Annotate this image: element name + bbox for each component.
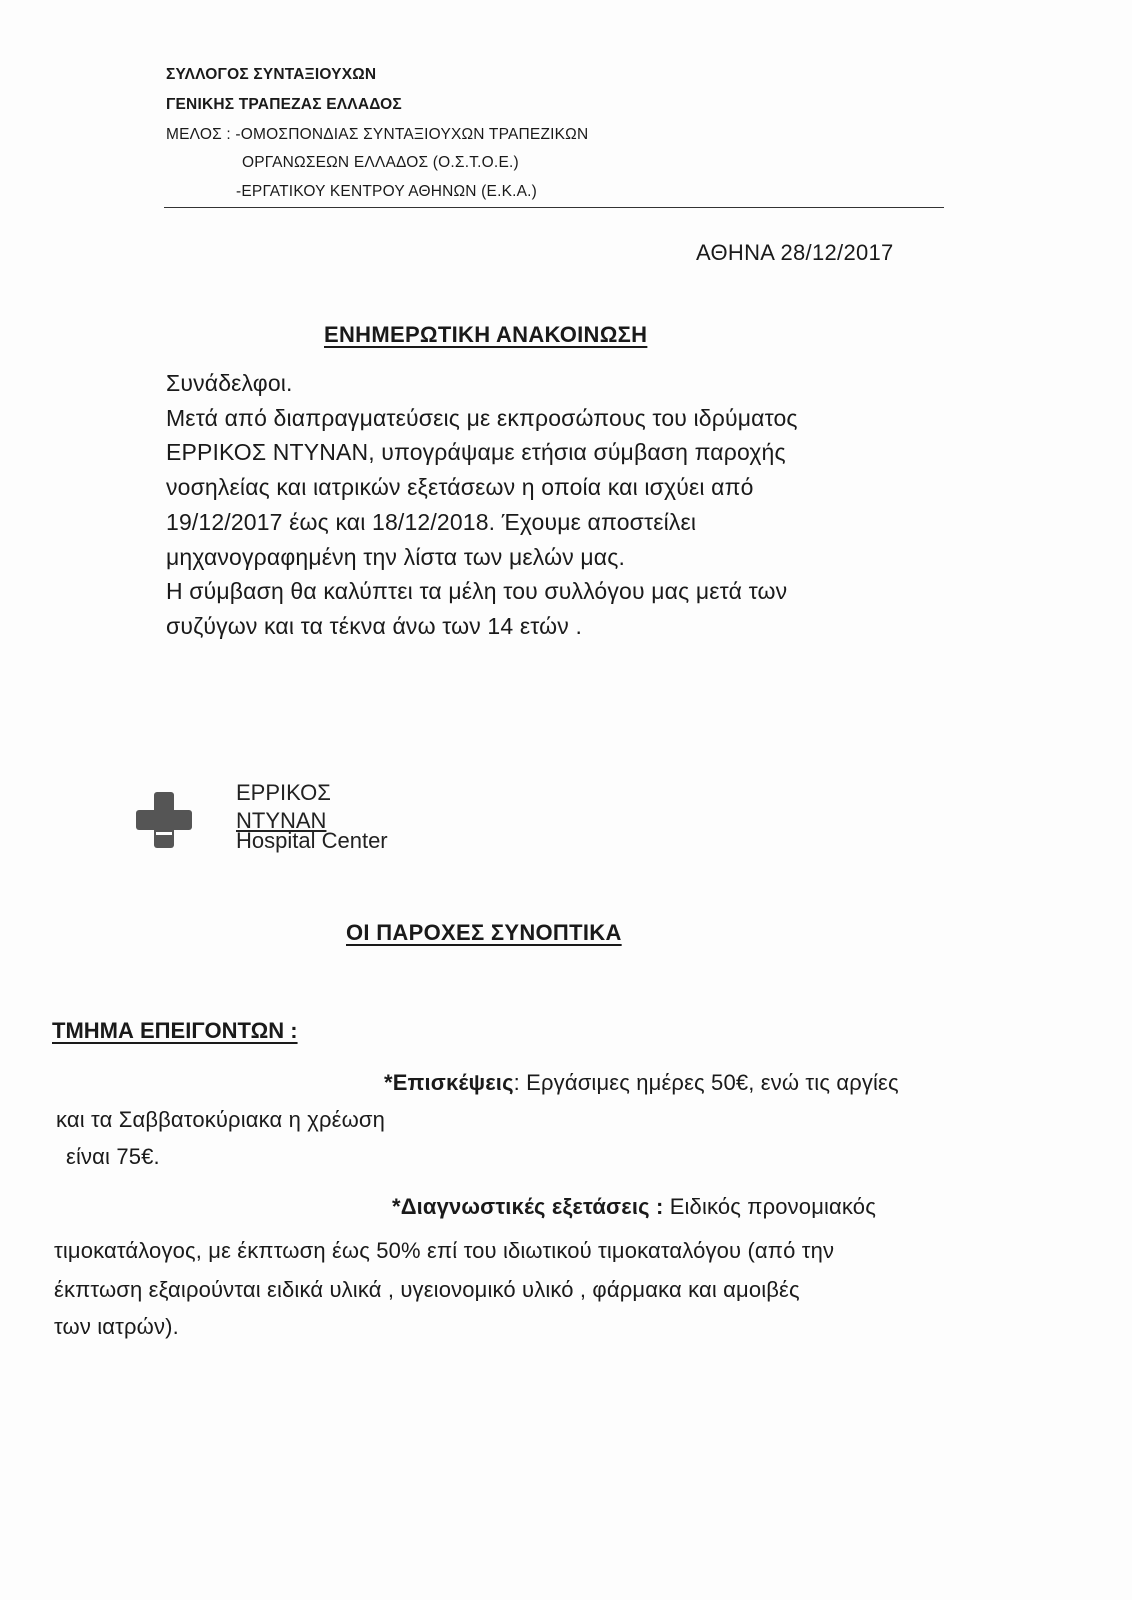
emergency-heading: ΤΜΗΜΑ ΕΠΕΙΓΟΝΤΩΝ : <box>52 1018 298 1043</box>
greeting: Συνάδελφοι. <box>166 370 293 396</box>
diagnostics-line2: τιμοκατάλογος, με έκπτωση έως 50% επί του ιδιωτικού τιμοκαταλόγου (από την <box>54 1238 835 1263</box>
visits-line3: είναι 75€. <box>66 1144 160 1169</box>
header-member-line2: ΟΡΓΑΝΩΣΕΩΝ ΕΛΛΑΔΟΣ (Ο.Σ.Τ.Ο.Ε.) <box>242 154 519 171</box>
diagnostics-line4: των ιατρών). <box>54 1314 179 1339</box>
diagnostics-line1 <box>392 1188 876 1225</box>
hospital-cross-icon <box>136 792 192 848</box>
body-line: νοσηλείας και ιατρικών εξετάσεων η οποία και ισχύει από <box>166 474 754 501</box>
announcement-body <box>166 366 956 644</box>
header-member-line3: -ΕΡΓΑΤΙΚΟΥ ΚΕΝΤΡΟΥ ΑΘΗΝΩΝ (Ε.Κ.Α.) <box>236 183 538 200</box>
body-line: Μετά από διαπραγματεύσεις με εκπροσώπους του ιδρύματος <box>166 404 798 431</box>
diagnostics-line3: έκπτωση εξαιρούνται ειδικά υλικά , υγειονομικό υλικό , φάρμακα και αμοιβές <box>54 1277 800 1302</box>
visits-line2: και τα Σαββατοκύριακα η χρέωση <box>56 1107 386 1132</box>
header-bank-name: ΓΕΝΙΚΗΣ ΤΡΑΠΕΖΑΣ ΕΛΛΑΔΟΣ <box>166 96 402 113</box>
document-date: ΑΘΗΝΑ 28/12/2017 <box>696 240 894 265</box>
logo-subtitle: Hospital Center <box>236 828 388 853</box>
document-title: ΕΝΗΜΕΡΩΤΙΚΗ ΑΝΑΚΟΙΝΩΣΗ <box>324 322 648 347</box>
logo-name-line2: ΝΤΥΝΑΝ <box>236 808 327 833</box>
diagnostics-text: Ειδικός προνομιακός <box>663 1194 876 1219</box>
body-line: μηχανογραφημένη την λίστα των μελών μας. <box>166 543 626 570</box>
visits-line1 <box>384 1064 899 1101</box>
body-line: συζύγων και τα τέκνα άνω των 14 ετών . <box>166 612 583 639</box>
logo-name-line1: ΕΡΡΙΚΟΣ <box>236 780 331 805</box>
hospital-logo <box>236 780 388 853</box>
visits-label: *Επισκέψεις <box>384 1070 514 1095</box>
visits-text: : Εργάσιμες ημέρες 50€, ενώ τις αργίες <box>513 1070 899 1095</box>
body-line: ΕΡΡΙΚΟΣ ΝΤΥΝΑΝ, υπογράψαμε ετήσια σύμβαση παροχής <box>166 439 786 466</box>
header-member-line1: ΜΕΛΟΣ : -ΟΜΟΣΠΟΝΔΙΑΣ ΣΥΝΤΑΞΙΟΥΧΩΝ ΤΡΑΠΕΖΙΚΩΝ <box>166 126 589 143</box>
benefits-title: ΟΙ ΠΑΡΟΧΕΣ ΣΥΝΟΠΤΙΚΑ <box>346 920 622 945</box>
header-divider <box>164 207 944 208</box>
diagnostics-label: *Διαγνωστικές εξετάσεις : <box>392 1194 664 1219</box>
header-association-name: ΣΥΛΛΟΓΟΣ ΣΥΝΤΑΞΙΟΥΧΩΝ <box>166 66 377 83</box>
body-line: 19/12/2017 έως και 18/12/2018. Έχουμε αποστείλει <box>166 508 697 535</box>
body-line: Η σύμβαση θα καλύπτει τα μέλη του συλλόγου μας μετά των <box>166 578 788 605</box>
